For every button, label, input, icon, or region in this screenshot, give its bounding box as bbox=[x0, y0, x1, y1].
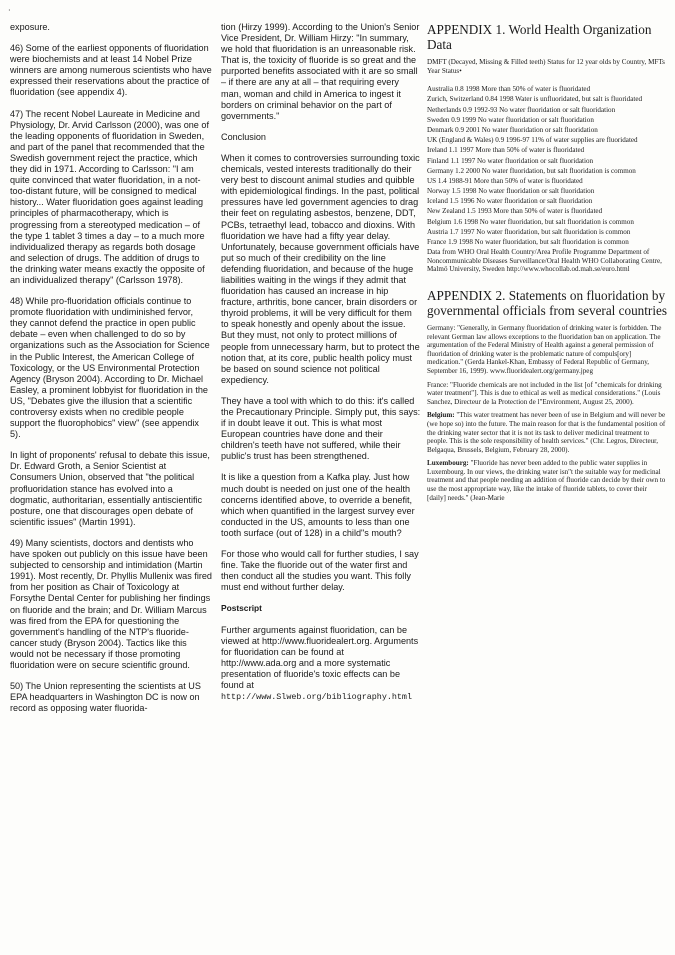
who-data-row: France 1.9 1998 No water fluoridation, but salt fluoridation is common bbox=[427, 238, 629, 246]
paragraph-48: 48) While pro-fluoridation officials continue to promote fluoridation with undiminished fervor, they cannot defend the practice in open public debate – even when challenged to do so by organizations such as the Association for Science in the Public Interest, the American College of Toxicology, or the US Environmental Protection Agency (Bryson 2004). According to Dr. Michael Easley, a prominent lobbyist for fluoridation in the US, "Debates give the illusion that a scientific controversy exists when no credible people support the fluorophobics" view" (see appendix 5). bbox=[10, 296, 210, 440]
paragraph-49: 49) Many scientists, doctors and dentists who have spoken out publicly on this issue have been subjected to censorship and intimidation (Martin 1991). Most recently, Dr. Phyllis Mullenix was fired from her position as Chair of Toxicology at Forsythe Dental Center for publishing her findings on fluoride and the brain; and Dr. William Marcus was fired from the EPA for questioning the government's handling of the NTP's fluoride-cancer study (Bryson 2004). Tactics like this would not be necessary if those promoting fluoridation were on secure scientific ground. bbox=[10, 537, 212, 670]
postscript-heading: Postscript bbox=[221, 603, 262, 614]
paragraph-47: 47) The recent Nobel Laureate in Medicine and Physiology, Dr. Arvid Carlsson (2000), was one of the leading opponents of fluoridation in Sweden, and part of the panel that recommended that the Swedish government reject the practice, which they did in 1971. According to Carlsson: "I am quite convinced that water fluoridation, in a not-too-distant future, will be consigned to medical history... Water fluoridation goes against leading principles of pharmacotherapy, which is progressing from a stereotyped medication – of the type 1 tablet 3 times a day – to a much more individualized therapy as regards both dosage and selection of drugs. The addition of drugs to the drinking water means exactly the opposite of an individualized therapy" (Carlsson 1978). bbox=[10, 108, 209, 285]
column-left bbox=[10, 22, 212, 947]
who-data-row: Finland 1.1 1997 No water fluoridation or salt fluoridation bbox=[427, 156, 594, 165]
statement-france: France: "Fluoride chemicals are not included in the list [of "chemicals for drinking water treatment"]. This is due to ethical as well as medical considerations." (Louis Sanchez, Directeur de la Protection de l"Environment, August 25, 2000). bbox=[427, 380, 662, 406]
who-data-row: Ireland 1.1 1997 More than 50% of water is fluoridated bbox=[427, 146, 585, 155]
appendix1-source: Data from WHO Oral Health Country/Area Profile Programme Department of Noncommunicable Diseases Surveillance/Oral Health WHO Collaborating Centre, Malmö University, Sweden http://www.whocollab.od.mah.se/euro.html bbox=[427, 248, 662, 274]
who-data-row: Zurich, Switzerland 0.84 1998 Water is unfluoridated, but salt is fluoridated bbox=[427, 95, 643, 104]
paragraph-46: 46) Some of the earliest opponents of fluoridation were biochemists and at least 14 Nobel Prize winners are among numerous scientists who have expressed their reservations about the practice of fluoridation (see appendix 4). bbox=[10, 43, 212, 98]
belgium-label: Belgium: bbox=[427, 411, 455, 420]
who-data-row: US 1.4 1988-91 More than 50% of water is fluoridated bbox=[427, 176, 583, 185]
column-right bbox=[427, 22, 667, 947]
paragraph-further-studies: For those who would call for further studies, I say fine. Take the fluoride out of the water first and then conduct all the studies you want. This folly must end without further delay. bbox=[221, 549, 419, 593]
paragraph-exposure: exposure. bbox=[10, 22, 50, 32]
paragraph-conclusion: When it comes to controversies surrounding toxic chemicals, vested interests traditionally do their very best to discount animal studies and quibble with epidemiological findings. In the past, political pressures have led government agencies to drag their feet on regulating asbestos, benzene, DDT, PCBs, tetraethyl lead, tobacco and dioxins. With fluoridation we have had a fifty year delay. Unfortunately, because government officials have put so much of their credibility on the line defending fluoridation, and because of the huge liabilities waiting in the wings if they admit that fluoridation has caused an increase in hip fracture, arthritis, bone cancer, brain disorders or thyroid problems, it will be very difficult for them to speak honestly and openly about the issue. But they must, not only to protect millions of people from unnecessary harm, but to protect the notion that, at its core, public health policy must be based on sound science not political expediency. bbox=[221, 152, 420, 385]
belgium-text: "This water treatment has never been of use in Belgium and will never be (we hope so) into the future. The main reason for that is the fundamental position of the drinking water sector that it is not its task to deliver medicinal treatment to people. This is the sole responsibility of health services." (Chr. Legros, Directeur, Belgaqua, Brussels, Belgium, February 28, 2000). bbox=[427, 411, 666, 454]
who-data-row: Norway 1.5 1998 No water fluoridation or salt fluoridation bbox=[427, 187, 595, 196]
appendix1-subtitle: DMFT (Decayed, Missing & Filled teeth) Status for 12 year olds by Country, MFTs Year Status• bbox=[427, 58, 665, 75]
who-data-row: Denmark 0.9 2001 No water fluoridation or salt fluoridation bbox=[427, 125, 598, 134]
who-data-row: Belgium 1.6 1998 No water fluoridation, but salt fluoridation is common bbox=[427, 217, 634, 226]
margin-mark: · bbox=[8, 6, 11, 15]
who-data-row: Germany 1.2 2000 No water fluoridation, but salt fluoridation is common bbox=[427, 166, 636, 175]
conclusion-heading: Conclusion bbox=[221, 131, 266, 142]
who-data-row: Sweden 0.9 1999 No water fluoridation or salt fluoridation bbox=[427, 115, 594, 124]
paragraph-precautionary: They have a tool with which to do this: it's called the Precautionary Principle. Simply put, this says: if in doubt leave it out. This is what most European countries have done and their children's teeth have not suffered, while their public's trust has been strengthened. bbox=[221, 395, 421, 462]
paragraph-50: 50) The Union representing the scientists at US EPA headquarters in Washington DC is now on record as opposing water fluorida- bbox=[10, 681, 201, 714]
who-data-row: Australia 0.8 1998 More than 50% of water is fluoridated bbox=[427, 85, 591, 94]
appendix2-title: APPENDIX 2. Statements on fluoridation by governmental officials from several countries bbox=[427, 287, 667, 318]
who-data-row: Austria 1.7 1997 No water fluoridation, but salt fluoridation is common bbox=[427, 227, 631, 236]
paragraph-hirzy: tion (Hirzy 1999). According to the Union's Senior Vice President, Dr. William Hirzy: "In summary, we hold that fluoridation is an unreasonable risk. That is, the toxicity of fluoride is so great and the purported benefits associated with it are so small – if there are any at all – that requiring every man, woman and child in America to ingest it borders on criminal behavior on the part of governments." bbox=[221, 22, 420, 121]
column-middle bbox=[221, 22, 421, 947]
who-data-row: New Zealand 1.5 1993 More than 50% of water is fluoridated bbox=[427, 207, 603, 216]
paragraph-groth: In light of proponents' refusal to debate this issue, Dr. Edward Groth, a Senior Scientist at Consumers Union, observed that "the political profluoridation stance has evolved into a dogmatic, authoritarian, essentially antiscientific posture, one that discourages open debate of scientific issues" (Martin 1991). bbox=[10, 450, 210, 527]
appendix1-title: APPENDIX 1. World Health Organization Data bbox=[427, 22, 652, 52]
postscript-url: http://www.Slweb.org/bibliography.html bbox=[221, 692, 412, 703]
who-data-row: UK (England & Wales) 0.9 1996-97 11% of water supplies are fluoridated bbox=[427, 136, 638, 145]
paragraph-kafka: It is like a question from a Kafka play. Just how much doubt is needed on just one of the health concerns identified above, to override a benefit, which when quantified in the largest survey ever conducted in the US, amounts to less than one tooth surface (out of 128) in a child"s mouth? bbox=[221, 472, 415, 538]
postscript-body: Further arguments against fluoridation, can be viewed at http://www.fluoridealert.org. Arguments for fluoridation can be found at http://www.ada.org and a more systematic presentation of fluoride's toxic effects can be found at bbox=[221, 624, 419, 690]
statement-luxembourg bbox=[427, 459, 667, 502]
who-data-row: Iceland 1.5 1996 No water fluoridation or salt fluoridation bbox=[427, 197, 593, 206]
who-data-list bbox=[427, 85, 667, 246]
statement-belgium bbox=[427, 411, 667, 454]
appendix2-statements bbox=[427, 324, 667, 502]
who-data-row: Netherlands 0.9 1992-93 No water fluoridation or salt fluoridation bbox=[427, 105, 616, 114]
postscript-text bbox=[221, 625, 421, 704]
luxembourg-label: Luxembourg: bbox=[427, 459, 469, 468]
statement-germany: Germany: "Generally, in Germany fluoridation of drinking water is forbidden. The relevant German law allows exceptions to the fluoridation ban on application. The argumentation of the Federal Ministry of Health against a general permission of fluoridation of drinking water is the problematic nature of compuls[ory] medication." (Gerda Hankel-Khan, Embassy of Federal Republic of Germany, September 16, 1999). www.fluoridealert.org/germany.jpeg bbox=[427, 323, 662, 375]
luxembourg-text: "Fluoride has never been added to the public water supplies in Luxembourg. In our views, the drinking water isn"t the suitable way for medicinal treatment and that people needing an addition of fluoride can decide by their own to use the most appropriate way, like the intake of fluoride tablets, to cover their [daily] needs." (Jean-Marie bbox=[427, 459, 666, 502]
